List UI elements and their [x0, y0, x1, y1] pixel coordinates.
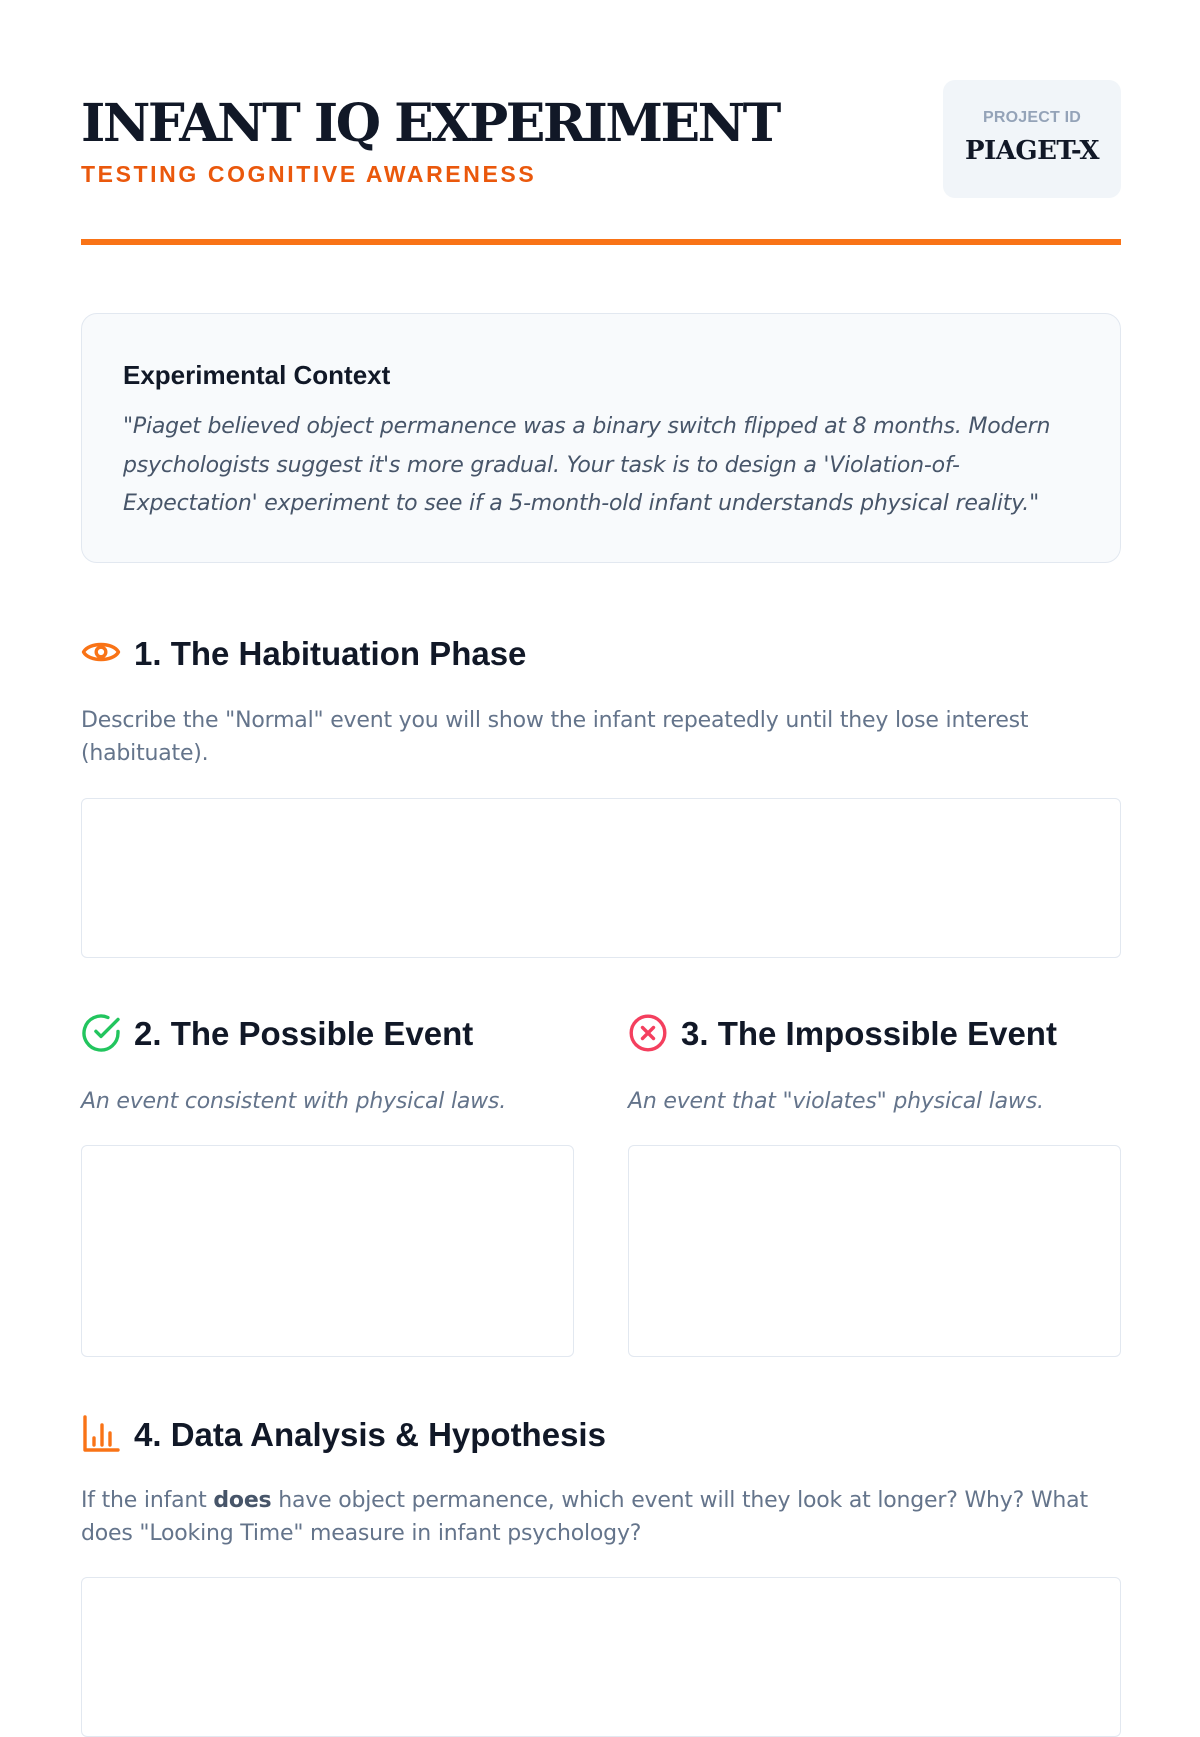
possible-event-description: An event consistent with physical laws.: [81, 1089, 506, 1114]
impossible-event-section-title: 3. The Impossible Event: [681, 1015, 1057, 1052]
project-id-label: PROJECT ID: [982, 109, 1081, 126]
impossible-event-description: An event that "violates" physical laws.: [628, 1089, 1044, 1114]
bar-chart-icon: [81, 1414, 121, 1454]
habituation-description: Describe the "Normal" event you will show the infant repeatedly until they lose interest (habituate).: [81, 708, 1029, 766]
worksheet-header: [81, 80, 1121, 200]
context-heading: Experimental Context: [123, 360, 391, 390]
analysis-description-end: have object permanence, which event will they look at longer? Why? What does "Looking Time" measure in infant psychology?: [81, 1488, 1088, 1546]
impossible-event-answer-field[interactable]: [628, 1145, 1121, 1357]
analysis-description-emphasis: does: [213, 1488, 272, 1513]
context-quote: "Piaget believed object permanence was a binary switch flipped at 8 months. Modern psychologists suggest it's more gradual. Your task is to design a 'Violation-of-Expectation' experiment to see if a 5-month-old infant understands physical reality.": [123, 414, 1051, 516]
project-id-value: PIAGET-X: [964, 136, 1100, 166]
x-circle-icon: [628, 1013, 668, 1053]
header-divider: [81, 239, 1121, 245]
check-circle-icon: [81, 1013, 121, 1053]
experimental-context-card: [81, 313, 1121, 563]
page-title: INFANT IQ EXPERIMENT: [81, 93, 779, 154]
project-id-card: [943, 80, 1121, 198]
habituation-section-title: 1. The Habituation Phase: [134, 635, 527, 672]
analysis-section-title: 4. Data Analysis & Hypothesis: [134, 1416, 606, 1453]
analysis-description-start: If the infant: [81, 1488, 214, 1513]
page-subtitle: TESTING COGNITIVE AWARENESS: [81, 161, 537, 187]
possible-event-section-title: 2. The Possible Event: [134, 1015, 474, 1052]
eye-icon: [81, 632, 121, 672]
analysis-answer-field[interactable]: [81, 1577, 1121, 1737]
analysis-description: [81, 1484, 1111, 1550]
habituation-answer-field[interactable]: [81, 798, 1121, 958]
possible-event-answer-field[interactable]: [81, 1145, 574, 1357]
